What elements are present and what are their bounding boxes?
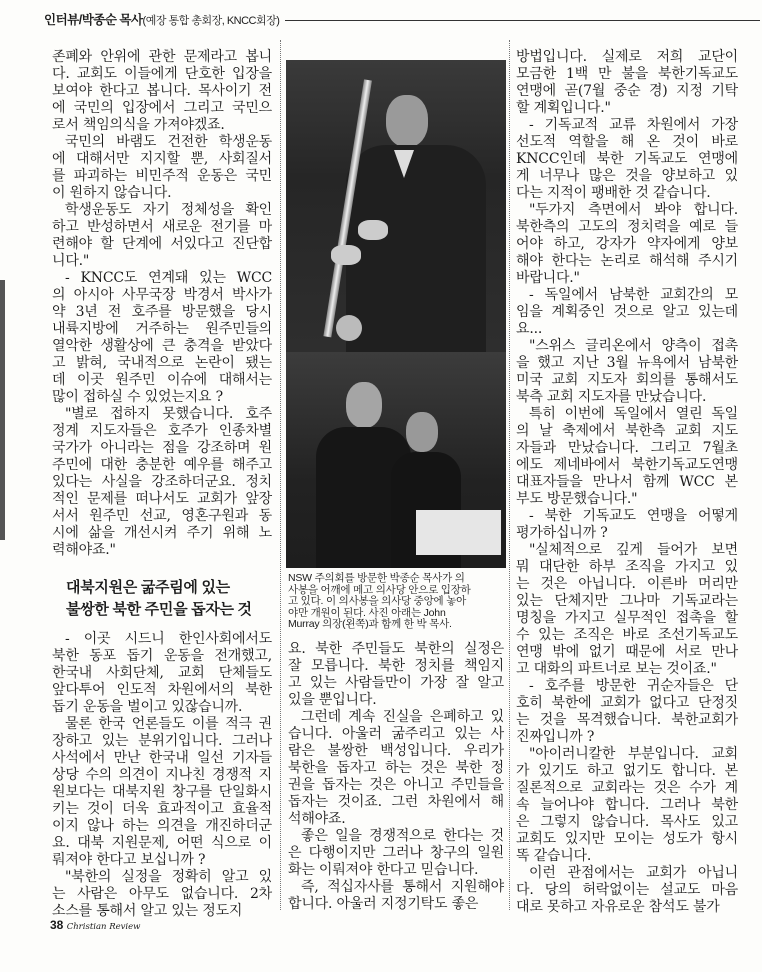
photo-hand [358, 220, 388, 240]
photo-mace-entrance [286, 60, 506, 352]
text-line: 즉, 적십자사를 통해서 지원해야 [301, 879, 504, 895]
text-line: 의 아시아 사무국장 박경서 박사가 [52, 287, 272, 303]
left-text-block-1 [52, 49, 272, 559]
text-line: 로서 책임의식을 가져야겠죠. [52, 117, 225, 133]
text-line: 속 늘어나야 합니다. 그러나 북한 [516, 797, 738, 813]
caption-line: Murray 의장(왼쪽)과 함께 한 박 목사. [288, 618, 452, 630]
text-line: 이런 관점에서는 교회가 아닙니 [529, 865, 738, 881]
text-line: 많이 접하실 수 있었는지요 ? [52, 389, 223, 405]
text-line: 한국내 사회단체, 교회 단체들도 [52, 665, 272, 681]
text-line: - 기독교적 교류 차원에서 가장 [529, 117, 738, 133]
photo-caption [288, 573, 504, 631]
text-line: 북한을 돕자고 하는 것은 북한 정 [288, 760, 504, 776]
text-line: - 독일에서 남북한 교회간의 모 [529, 287, 738, 303]
text-line: 합니다. 아울러 지정기탁도 좋은 [288, 896, 479, 912]
text-line: 있을 뿐입니다. [288, 692, 377, 708]
text-line: 열악한 생활상에 큰 충격을 받았다 [52, 338, 272, 354]
paragraph [516, 49, 738, 117]
text-line: - 이곳 시드니 한인사회에서도 [65, 631, 272, 647]
text-line: 부도 방문했습니다." [516, 491, 638, 507]
page-number: 38 [50, 918, 64, 932]
text-line: 물론 한국 언론들도 이를 적극 권 [65, 716, 272, 732]
paragraph [516, 865, 738, 916]
text-line: 존폐와 안위에 관한 문제라고 봅니 [52, 49, 272, 65]
paragraph [52, 49, 272, 134]
text-line: 은 다행이지만 그러나 창구의 일원 [288, 845, 504, 861]
text-line: 해야 한다는 논리로 해석해 주시기 [516, 253, 738, 269]
text-line: 내륙지방에 거주하는 원주민들의 [52, 321, 272, 337]
text-line: 에 국민의 입장에서 그리고 국민으 [52, 100, 272, 116]
text-line: 바랍니다." [516, 270, 580, 286]
text-line: 호히 북한에 교회가 없다고 단정짓 [516, 695, 738, 711]
text-line: 련해야 할 단계에 서있다고 진단합 [52, 236, 272, 252]
page-footer [50, 918, 140, 932]
paragraph [288, 828, 504, 879]
text-line: 명칭을 가지고 실무적인 접촉을 할 [516, 610, 738, 626]
text-line: "실체적으로 깊게 들어가 보면 [529, 542, 738, 558]
text-line: 연맹 밖에 없기 때문에 서로 만나 [516, 644, 738, 660]
caption-line: 야만 개원이 된다. 사진 아래는 John [288, 606, 446, 619]
text-line: 주민에 대한 충분한 예우를 해주고 [52, 457, 272, 473]
photo-face [346, 382, 382, 428]
page-header [44, 10, 760, 28]
text-line: 상당 수의 의견이 지나친 경쟁적 지 [52, 767, 272, 783]
text-line: 의 날 축제에서 북한측 교회 지도 [516, 423, 738, 439]
text-line: 이 원하지 않습니다. [52, 185, 172, 201]
scan-edge-shadow [0, 280, 5, 540]
text-line: 은 그렇지 않습니다. 목사도 있고 [516, 814, 738, 830]
paragraph [516, 406, 738, 508]
text-line: 앞다투어 인도적 차원에서의 북한 [52, 682, 272, 698]
text-line: 국가가 아니라는 점을 강조하며 원 [52, 440, 272, 456]
text-line: 고 있는 사람들만이 가장 잘 알고 [288, 675, 504, 691]
text-line: 는 것은 아닙니다. 이른바 머리만 [516, 576, 738, 592]
text-line: 장하고 있는 분위기입니다. 그러나 [52, 733, 272, 749]
text-line: 모금한 1백 만 불을 북한기독교도 [516, 66, 738, 82]
text-line: 습니다. 아울러 굶주리고 있는 사 [288, 726, 504, 742]
text-line: 진짜입니까 ? [516, 729, 595, 745]
text-line: 람은 불쌍한 백성입니다. 우리가 [288, 743, 504, 759]
text-line: 임을 계획중인 것으로 알고 있는데 [516, 304, 738, 320]
middle-column [288, 641, 504, 913]
text-line: 대표자들을 만나서 함께 WCC 본 [516, 474, 738, 490]
text-line: 교회도 있지만 모이는 성도가 항시 [516, 831, 738, 847]
text-line: 평가하십니까 ? [516, 525, 608, 541]
header-title [44, 10, 279, 28]
text-line: - 북한 기독교도 연맹을 어떻게 [529, 508, 738, 524]
text-line: "두가지 측면에서 봐야 합니다. [529, 202, 738, 218]
text-line: 질론적으로 교회라는 것은 수가 계 [516, 780, 738, 796]
text-line: 를 파괴하는 비민주적 운동은 국민 [52, 168, 272, 184]
text-line: 가 있기도 하고 없기도 합니다. 본 [516, 763, 738, 779]
paragraph [516, 508, 738, 542]
text-line: 정계 지도자들은 호주가 인종차별 [52, 423, 272, 439]
text-line: 뤄져야 한다고 보십니까 ? [52, 852, 206, 868]
text-line: 고 밝혀, 국내적으로 논란이 됐는 [52, 355, 272, 371]
text-line: 잘 모릅니다. 북한 정치를 책임지 [288, 658, 504, 674]
section-heading [66, 577, 272, 621]
caption-line: NSW 주의회를 방문한 박종순 목사가 의 [288, 572, 465, 584]
paragraph [52, 202, 272, 270]
paragraph [516, 678, 738, 746]
photo-hand [331, 245, 361, 265]
text-line: 니다." [52, 253, 90, 269]
text-line: 뭐 대단한 하부 조직을 가지고 있 [516, 559, 738, 575]
header-rule [285, 20, 760, 21]
paragraph [516, 202, 738, 287]
left-column [52, 49, 272, 920]
text-line: 적인 문제를 떠나서도 교회가 앞장 [52, 491, 272, 507]
text-line: 똑 같습니다. [516, 848, 592, 864]
text-line: 데 이곳 원주민 이슈에 대해서는 [52, 372, 272, 388]
paragraph [516, 287, 738, 338]
header-subtitle: (예장 통합 총회장, KNCC회장) [142, 15, 280, 27]
text-line: - KNCC도 연계돼 있는 WCC [65, 270, 272, 286]
text-line: 그런데 계속 진실을 은폐하고 있 [301, 709, 504, 725]
text-line: 있다는 사실을 강조하더군요. 정치 [52, 474, 272, 490]
text-line: 서서 원주민 선교, 영혼구원과 동 [52, 508, 272, 524]
paragraph [52, 270, 272, 406]
text-line: 국민의 바램도 건전한 학생운동 [65, 134, 272, 150]
text-line: 원보다는 대북지원 창구를 단일화시 [52, 784, 272, 800]
photo-robe [346, 145, 486, 352]
text-line: 에 대해서만 지지할 뿐, 사회질서 [52, 151, 272, 167]
paragraph [52, 134, 272, 202]
photo-plaque [416, 510, 501, 555]
text-line: 석해야죠. [288, 811, 346, 827]
text-line: 는 것을 목격했습니다. 북한교회가 [516, 712, 738, 728]
photo-face [386, 95, 428, 147]
text-line: 선도적 역할을 해 온 것이 바로 [516, 134, 738, 150]
text-line: 북측 교회 지도자를 만났습니다. [516, 389, 707, 405]
text-line: 키는 것이 더욱 효과적이고 효율적 [52, 801, 272, 817]
column-divider-left [280, 40, 281, 910]
text-line: 약 3년 전 호주를 방문했을 당시 [52, 304, 272, 320]
text-line: 는 사람은 아무도 없습니다. 2차 [52, 886, 272, 902]
paragraph [288, 879, 504, 913]
paragraph [516, 542, 738, 678]
paragraph [516, 117, 738, 202]
text-line: 할 계획입니다." [516, 100, 611, 116]
text-line: 연맹에 곧(7월 중순 경) 지정 기탁 [516, 83, 738, 99]
text-line: 이지 않나 하는 의견을 개진하더군 [52, 818, 272, 834]
text-line: "아이러니칼한 부분입니다. 교회 [529, 746, 738, 762]
text-line: 요. 북한 주민들도 북한의 실정은 [288, 641, 504, 657]
left-text-block-2 [52, 631, 272, 920]
text-line: 있는 단체지만 그나마 기독교라는 [516, 593, 738, 609]
section-heading-line-1: 대북지원은 굶주림에 있는 [66, 579, 230, 596]
right-column [516, 49, 738, 916]
text-line: 돕자는 것이죠. 그런 차원에서 해 [288, 794, 504, 810]
text-line: "별로 접하지 못했습니다. 호주 [65, 406, 272, 422]
text-line: 요. 대북 지원문제, 어떤 식으로 이 [52, 835, 272, 851]
text-line: 다. 당의 허락없이는 설교도 마음 [516, 882, 738, 898]
photo-mace-head [336, 315, 362, 341]
text-line: 특히 이번에 독일에서 열린 독일 [529, 406, 738, 422]
text-line: 북한 동포 돕기 운동을 전개했고, [52, 648, 272, 664]
paragraph [52, 869, 272, 920]
text-line: 대로 못하고 자유로운 참석도 불가 [516, 899, 720, 915]
text-line: 화는 이뤄져야 한다고 믿습니다. [288, 862, 479, 878]
text-line: 방법입니다. 실제로 저희 교단이 [516, 49, 738, 65]
text-line: 다는 지적이 팽배한 것 같습니다. [516, 185, 711, 201]
text-line: 보여야 한다고 봅니다. 목사이기 전 [52, 83, 272, 99]
section-heading-line-2: 불쌍한 북한 주민을 돕자는 것 [66, 601, 252, 618]
header-title-text: 인터뷰/박종순 목사 [44, 13, 143, 27]
text-line: 소스를 통해서 알고 있는 정도지 [52, 903, 243, 919]
paragraph [516, 338, 738, 406]
text-line: 북한측의 고도의 정치력을 예로 들 [516, 219, 738, 235]
photo-face [406, 412, 438, 452]
text-line: 사석에서 만난 한국내 일선 기자들 [52, 750, 272, 766]
text-line: 고 대화의 파트너로 보는 것이죠." [516, 661, 717, 677]
text-line: 수 있는 조직은 바로 조선기독교도 [516, 627, 738, 643]
caption-line: 고 있다. 이 의사봉을 의사당 중앙에 놓아 [288, 595, 467, 607]
text-line: - 호주를 방문한 귀순자들은 단 [529, 678, 738, 694]
paragraph [52, 716, 272, 869]
paragraph [288, 641, 504, 709]
text-line: 요... [516, 321, 543, 337]
text-line: 학생운동도 자기 정체성을 확인 [65, 202, 272, 218]
text-line: 권을 돕자는 것은 아니고 주민들을 [288, 777, 504, 793]
text-line: 좋은 일을 경쟁적으로 한다는 것 [301, 828, 504, 844]
text-line: "스위스 글리온에서 양측이 접촉 [529, 338, 738, 354]
text-line: 시에 삶을 개선시켜 주기 위해 노 [52, 525, 272, 541]
text-line: 자들과 만났습니다. 그리고 7월초 [516, 440, 738, 456]
text-line: 돕기 운동을 벌이고 있잖습니까. [52, 699, 243, 715]
text-line: 력해야죠." [52, 542, 116, 558]
paragraph [288, 709, 504, 828]
magazine-name: Christian Review [66, 922, 141, 932]
text-line: 에도 제네바에서 북한기독교도연맹 [516, 457, 738, 473]
text-line: 게 너무나 많은 것을 양보하고 있 [516, 168, 738, 184]
paragraph [516, 746, 738, 865]
caption-line: 사봉을 어깨에 메고 의사당 안으로 입장하 [288, 583, 471, 596]
text-line: 다. 교회도 이들에게 단호한 입장을 [52, 66, 272, 82]
column-divider-right [509, 40, 510, 910]
paragraph [52, 631, 272, 716]
text-line: 미국 교회 지도자 회의를 통해서도 [516, 372, 738, 388]
text-line: 어야 하고, 강자가 약자에게 양보 [516, 236, 738, 252]
text-line: 을 했고 지난 3월 뉴욕에서 남북한 [516, 355, 738, 371]
text-line: 하고 반성하면서 새로운 전기를 마 [52, 219, 272, 235]
photo-with-speaker [286, 352, 506, 568]
paragraph [52, 406, 272, 559]
text-line: "북한의 실정을 정확히 알고 있 [65, 869, 272, 885]
text-line: KNCC인데 북한 기독교도 연맹에 [516, 151, 738, 167]
